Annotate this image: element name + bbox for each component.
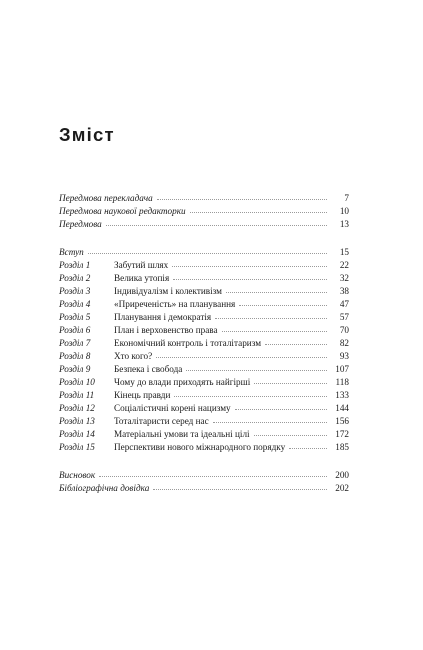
toc-chapter-entry[interactable] [59,350,349,363]
toc-chapter-entry[interactable] [59,285,349,298]
chapter-label: Розділ 13 [59,416,95,426]
toc-page-number: 15 [339,247,349,257]
chapter-title: Соціалістичні корені нацизму [114,403,231,413]
toc-chapter-entry[interactable] [59,337,349,350]
toc-chapter-entry[interactable] [59,376,349,389]
toc-page-number: 185 [335,442,349,452]
toc-chapter-entry[interactable] [59,324,349,337]
dot-leader [226,292,327,293]
dot-leader [254,383,327,384]
dot-leader [215,318,327,319]
toc-chapter-entry[interactable] [59,389,349,402]
chapter-title: Велика утопія [114,273,170,283]
chapter-title: Індивідуалізм і колективізм [114,286,222,296]
chapter-title: Кінець правди [114,390,171,400]
chapter-title: План і верховенство права [114,325,218,335]
chapter-label: Розділ 10 [59,377,95,387]
dot-leader [190,212,327,213]
toc-entry-label: Передмова [59,219,102,229]
toc-page-number: 22 [339,260,349,270]
chapter-label: Розділ 2 [59,273,91,283]
chapter-label: Розділ 7 [59,338,91,348]
toc-chapter-entry[interactable] [59,402,349,415]
toc-chapter-entry[interactable] [59,272,349,285]
toc-chapter-entry[interactable] [59,298,349,311]
dot-leader [157,199,327,200]
toc-page-number: 118 [335,377,349,387]
toc-chapter-entry[interactable] [59,415,349,428]
toc-page-number: 200 [335,470,349,480]
dot-leader [222,331,327,332]
chapter-title: Хто кого? [114,351,153,361]
chapter-title: «Приреченість» на планування [114,299,236,309]
chapter-label: Розділ 12 [59,403,95,413]
toc-entry-label: Передмова наукової редакторки [59,206,186,216]
toc-entry[interactable] [59,482,349,495]
toc-page-number: 70 [339,325,349,335]
toc-chapter-entry[interactable] [59,428,349,441]
toc-page-number: 32 [339,273,349,283]
chapter-label: Розділ 1 [59,260,91,270]
toc-page-number: 82 [339,338,349,348]
toc-entry-intro[interactable] [59,246,349,259]
toc-entry-label: Висновок [59,470,96,480]
toc-page-number: 7 [344,193,349,203]
dot-leader [186,370,327,371]
dot-leader [173,279,327,280]
toc-page-number: 202 [335,483,349,493]
dot-leader [239,305,327,306]
toc-chapter-entry[interactable] [59,441,349,454]
front-matter-list [59,192,349,231]
toc-page-number: 13 [339,219,349,229]
toc-page-number: 144 [335,403,349,413]
dot-leader [213,422,327,423]
dot-leader [265,344,327,345]
chapter-title: Планування і демократія [114,312,212,322]
toc-page-number: 172 [335,429,349,439]
chapter-label: Розділ 9 [59,364,91,374]
page-title: Зміст [59,124,115,145]
toc-entry[interactable] [59,205,349,218]
toc-page-number: 10 [339,206,349,216]
toc-page-number: 38 [339,286,349,296]
toc-page-number: 156 [335,416,349,426]
toc-page-number: 133 [335,390,349,400]
chapter-label: Розділ 15 [59,442,95,452]
dot-leader [174,396,327,397]
dot-leader [99,476,327,477]
back-matter-list [59,469,349,495]
dot-leader [254,435,327,436]
dot-leader [235,409,327,410]
table-of-contents [59,192,349,495]
chapter-title: Матеріальні умови та ідеальні цілі [114,429,250,439]
toc-entry-label: Вступ [59,247,84,257]
dot-leader [88,253,327,254]
toc-entry-label: Передмова перекладача [59,193,153,203]
chapter-label: Розділ 14 [59,429,95,439]
chapter-title: Чому до влади приходять найгірші [114,377,251,387]
dot-leader [156,357,327,358]
chapter-title: Забутий шлях [114,260,169,270]
toc-chapter-entry[interactable] [59,311,349,324]
toc-chapter-entry[interactable] [59,363,349,376]
toc-entry[interactable] [59,192,349,205]
chapter-label: Розділ 5 [59,312,91,322]
dot-leader [289,448,327,449]
toc-page-number: 57 [339,312,349,322]
chapter-title: Економічний контроль і тоталітаризм [114,338,262,348]
dot-leader [153,489,327,490]
chapter-label: Розділ 4 [59,299,91,309]
toc-page-number: 47 [339,299,349,309]
chapter-list [59,246,349,454]
toc-chapter-entry[interactable] [59,259,349,272]
chapter-label: Розділ 11 [59,390,95,400]
toc-entry-label: Бібліографічна довідка [59,483,150,493]
toc-page-number: 93 [339,351,349,361]
chapter-title: Тоталітаристи серед нас [114,416,209,426]
chapter-label: Розділ 6 [59,325,91,335]
toc-page-number: 107 [335,364,349,374]
dot-leader [172,266,327,267]
dot-leader [106,225,327,226]
toc-entry[interactable] [59,469,349,482]
chapter-title: Перспективи нового міжнародного порядку [114,442,286,452]
chapter-title: Безпека і свобода [114,364,183,374]
chapter-label: Розділ 8 [59,351,91,361]
chapter-label: Розділ 3 [59,286,91,296]
toc-entry[interactable] [59,218,349,231]
